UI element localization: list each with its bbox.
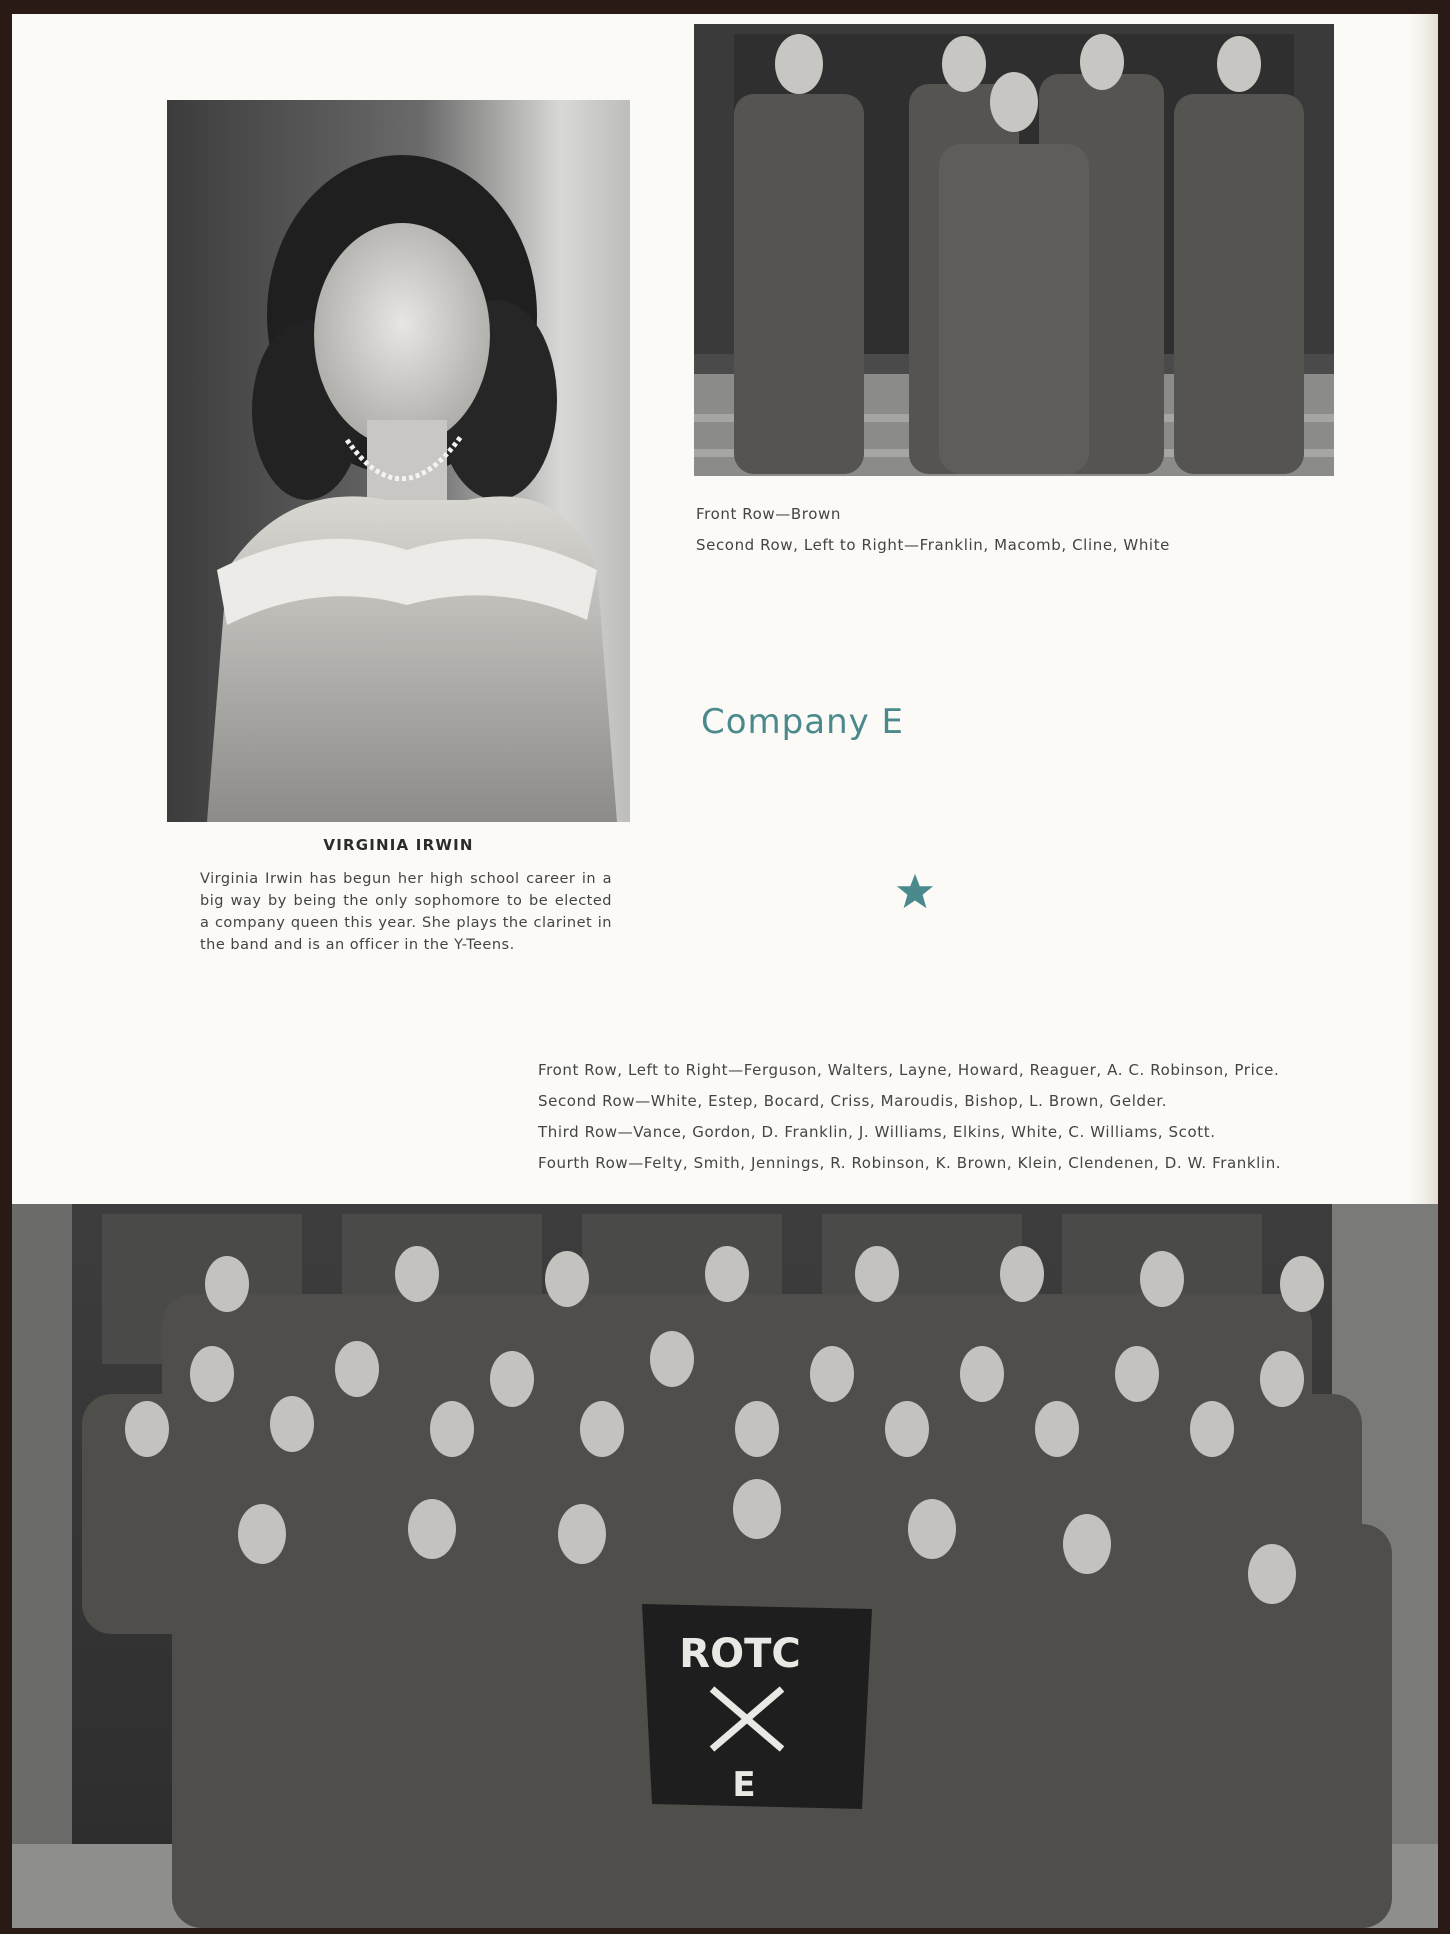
page-spine-shadow (1410, 14, 1438, 1214)
banner-rotc-text: ROTC (679, 1631, 801, 1677)
page-title: Company E (701, 702, 905, 742)
officers-caption-front-row: Front Row—Brown (696, 505, 841, 523)
group-caption-fourth-row: Fourth Row—Felty, Smith, Jennings, R. Robinson, K. Brown, Klein, Clendenen, D. W. Franklin. (538, 1154, 1282, 1172)
group-caption-third-row: Third Row—Vance, Gordon, D. Franklin, J. Williams, Elkins, White, C. Williams, Scott. (538, 1123, 1216, 1141)
banner-company-letter: E (732, 1765, 756, 1805)
group-caption-second-row: Second Row—White, Estep, Bocard, Criss, Maroudis, Bishop, L. Brown, Gelder. (538, 1092, 1168, 1110)
portrait-photo (167, 100, 630, 822)
star-icon (896, 872, 934, 910)
queen-name: VIRGINIA IRWIN (323, 836, 474, 854)
officers-photo (694, 24, 1334, 476)
officers-caption-second-row: Second Row, Left to Right—Franklin, Macomb, Cline, White (696, 536, 1171, 554)
queen-bio: Virginia Irwin has begun her high school career in a big way by being the only sophomore to be elected a company queen this year. She plays the clarinet in the band and is an officer in the Y-Teens. (200, 871, 612, 953)
company-group-photo (12, 1204, 1438, 1928)
group-caption-front-row: Front Row, Left to Right—Ferguson, Walters, Layne, Howard, Reaguer, A. C. Robinson, Price. (538, 1061, 1280, 1079)
yearbook-page (12, 14, 1438, 1928)
